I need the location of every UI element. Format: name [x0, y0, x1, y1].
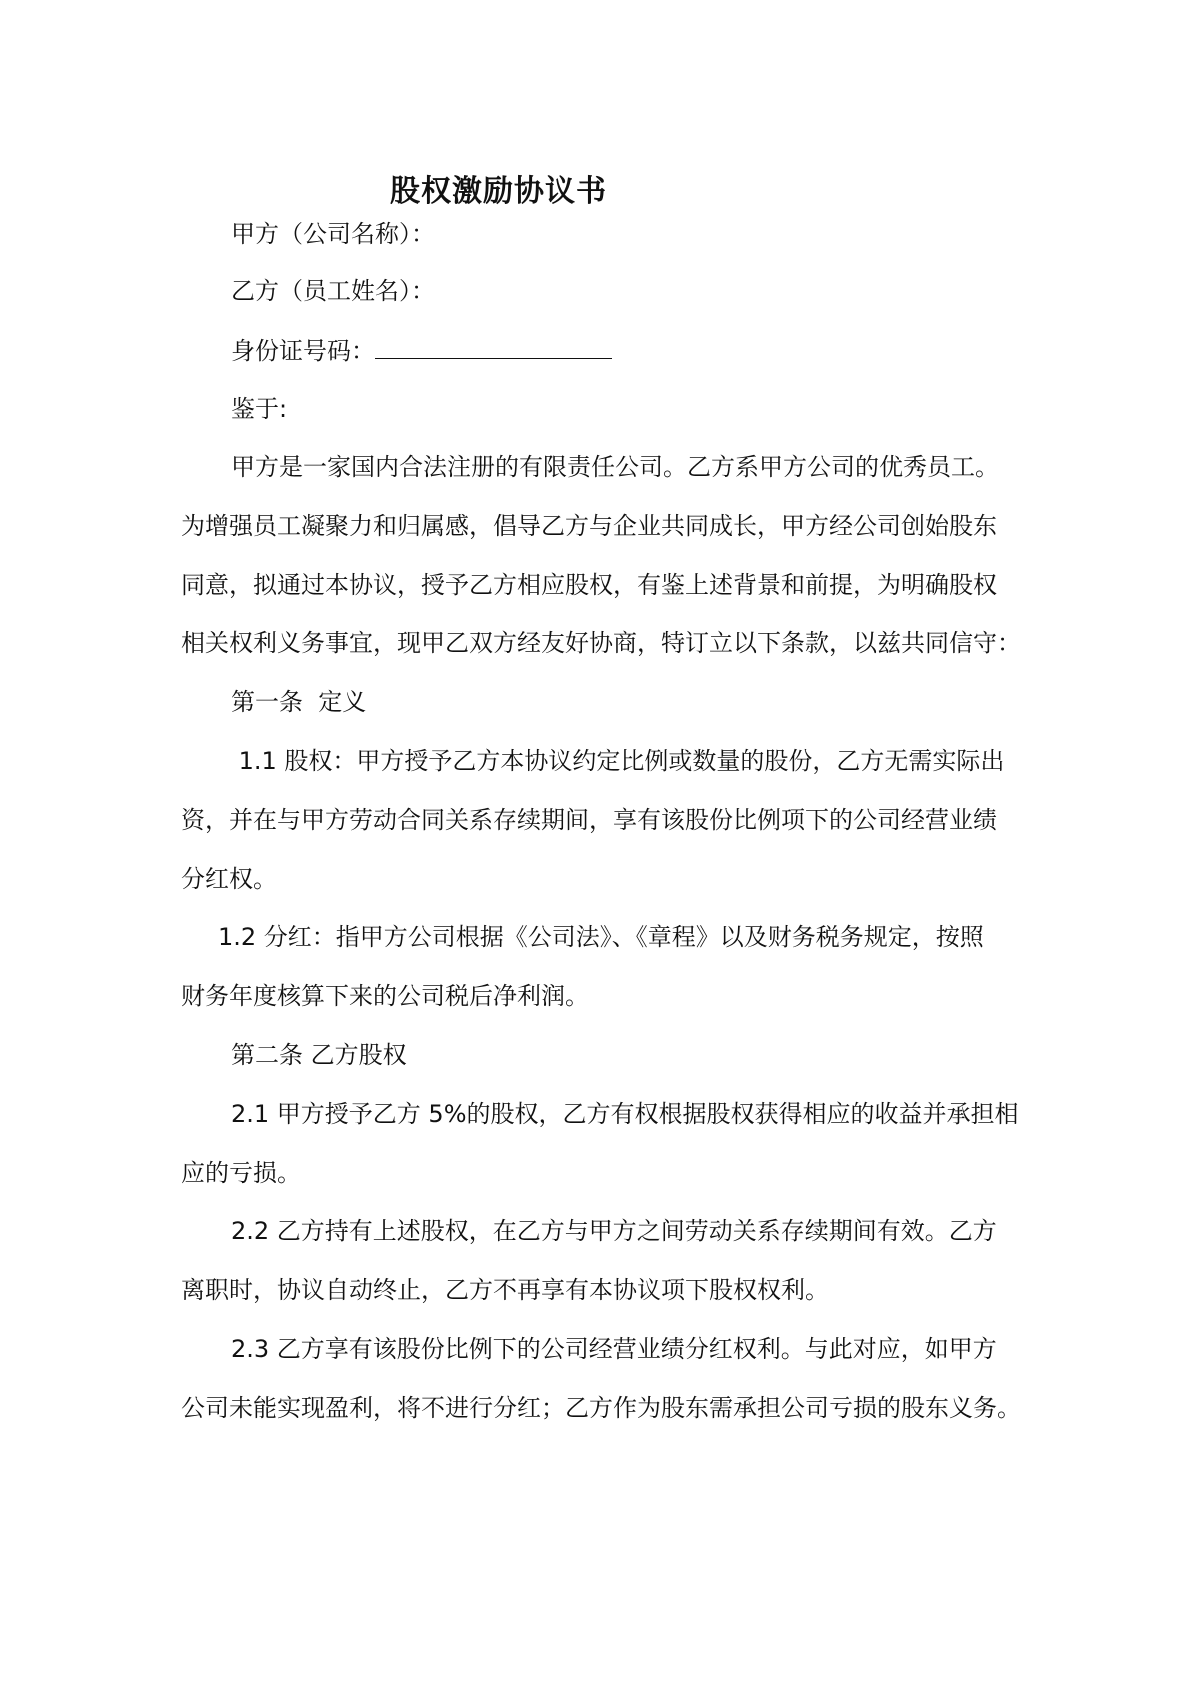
body-text-line: 甲方是一家国内合法注册的有限责任公司。乙方系甲方公司的优秀员工。: [231, 453, 999, 481]
body-text-line: 第一条 定义: [231, 688, 367, 716]
id-number-line: [231, 334, 612, 367]
body-text-line: 公司未能实现盈利，将不进行分红；乙方作为股东需承担公司亏损的股东义务。: [181, 1394, 1021, 1422]
body-text-line: 1.1 股权：甲方授予乙方本协议约定比例或数量的股份，乙方无需实际出: [231, 747, 1005, 775]
party-b-line: [231, 275, 435, 307]
id-number-label: 身份证号码：: [231, 337, 375, 365]
party-a-label: 甲方（公司名称）：: [231, 220, 435, 248]
whereas-line: [231, 393, 287, 425]
body-text-line: 资，并在与甲方劳动合同关系存续期间，享有该股份比例项下的公司经营业绩: [181, 806, 997, 834]
body-text-line: 同意，拟通过本协议，授予乙方相应股权，有鉴上述背景和前提，为明确股权: [181, 571, 997, 599]
body-text-line: 2.3 乙方享有该股份比例下的公司经营业绩分红权利。与此对应，如甲方: [231, 1335, 997, 1363]
body-text-line: 离职时，协议自动终止，乙方不再享有本协议项下股权权利。: [181, 1276, 829, 1304]
body-text-line: 1.2 分红：指甲方公司根据《公司法》、《章程》以及财务税务规定，按照: [218, 923, 984, 951]
body-text-line: 2.1 甲方授予乙方 5%的股权，乙方有权根据股权获得相应的收益并承担相: [231, 1100, 1019, 1128]
body-text-line: 为增强员工凝聚力和归属感，倡导乙方与企业共同成长，甲方经公司创始股东: [181, 512, 997, 540]
party-b-label: 乙方（员工姓名）：: [231, 277, 435, 305]
body-text-line: 应的亏损。: [181, 1159, 301, 1187]
document-title: 股权激励协议书: [390, 174, 607, 209]
body-text-line: 财务年度核算下来的公司税后净利润。: [181, 982, 589, 1010]
body-text-line: 分红权。: [181, 865, 277, 893]
body-text-line: 第二条 乙方股权: [231, 1041, 407, 1069]
body-text-line: 2.2 乙方持有上述股权，在乙方与甲方之间劳动关系存续期间有效。乙方: [231, 1217, 997, 1245]
party-a-line: [231, 218, 435, 250]
body-text-line: 相关权利义务事宜，现甲乙双方经友好协商，特订立以下条款，以兹共同信守：: [181, 629, 1021, 657]
whereas-label: 鉴于:: [231, 395, 288, 423]
id-number-blank-field: [375, 334, 612, 359]
